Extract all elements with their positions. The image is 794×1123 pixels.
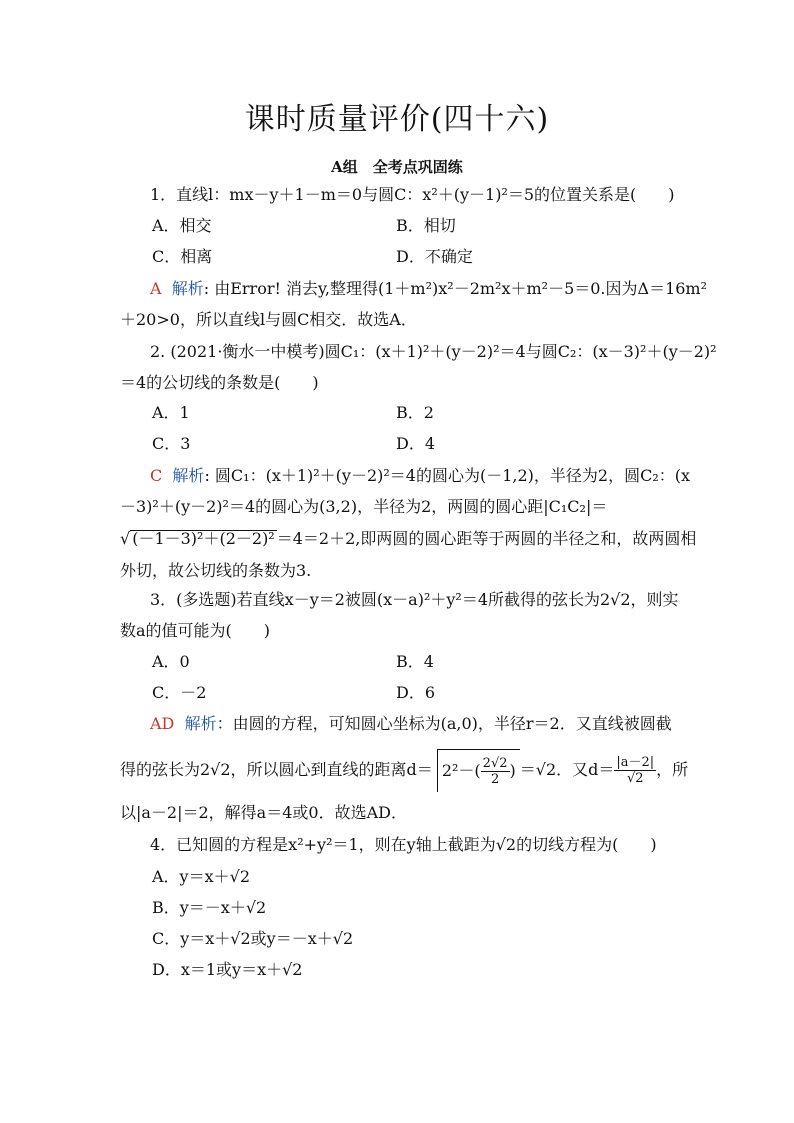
q3-distance-radical: 2²－( $\frac{2√2}{2}$ ) bbox=[437, 749, 520, 792]
q2-answer: C bbox=[150, 466, 163, 485]
q2-analysis-label: 解析 bbox=[172, 466, 205, 485]
question-2-stem-line-2: ＝4的公切线的条数是( ) bbox=[120, 373, 319, 392]
q3-option-c: C．－2 bbox=[152, 683, 207, 702]
q1-solution-text: : 由Error! 消去y,整理得(1＋m²)x²－2m²x＋m²－5＝0.因为Δ＝16m² bbox=[203, 279, 708, 298]
q2-option-d: D．4 bbox=[396, 434, 436, 453]
q3-solution-line bbox=[150, 713, 672, 735]
q1-option-b: B．相切 bbox=[396, 216, 456, 235]
q2-option-c: C．3 bbox=[152, 434, 191, 453]
page-title: 课时质量评价(四十六) bbox=[244, 102, 550, 137]
q3-fraction-denominator: 2 bbox=[490, 772, 500, 787]
q3-solution-line-3: 以|a－2|＝2，解得a＝4或0．故选AD． bbox=[120, 803, 407, 822]
q1-answer: A bbox=[150, 279, 162, 298]
q3-option-d: D．6 bbox=[396, 683, 436, 702]
q3-fraction bbox=[481, 756, 510, 787]
q2-option-b: B．2 bbox=[396, 403, 434, 422]
q3-radical-term: 2²－ bbox=[441, 761, 475, 780]
section-header: A组 全考点巩固练 bbox=[331, 158, 463, 176]
q2-solution-text: : 圆C₁：(x＋1)²＋(y－2)²＝4的圆心为(－1,2)，半径为2，圆C₂：(x bbox=[204, 466, 691, 485]
question-4-stem: 4．已知圆的方程是x²+y²＝1，则在y轴上截距为√2的切线方程为( ) bbox=[150, 835, 657, 854]
q2-option-a: A．1 bbox=[152, 403, 190, 422]
q1-solution-line-2: ＋20>0，所以直线l与圆C相交．故选A． bbox=[120, 310, 417, 329]
q2-solution-text-3: ＝4＝2＋2,即两圆的圆心距等于两圆的半径之和，故两圆相 bbox=[276, 529, 697, 548]
q3-solution-text: ：由圆的方程，可知圆心坐标为(a,0)，半径r＝2．又直线被圆截 bbox=[216, 714, 672, 733]
q4-option-d: D．x＝1或y＝x＋√2 bbox=[152, 960, 303, 979]
q1-solution-line bbox=[150, 278, 707, 300]
q2-radicand: (－1－3)²＋(2－2)² bbox=[132, 529, 275, 548]
q3-fraction-2 bbox=[614, 755, 656, 786]
q3-option-a: A．0 bbox=[152, 652, 190, 671]
q2-solution-line-3 bbox=[120, 528, 696, 550]
q2-solution-line-4: 外切，故公切线的条数为3. bbox=[120, 561, 312, 580]
q3-answer: AD bbox=[150, 714, 175, 733]
sqrt-sign: √ bbox=[120, 529, 131, 548]
q3-fraction-numerator: 2√2 bbox=[482, 756, 508, 771]
question-1-stem: 1．直线l：mx－y＋1－m＝0与圆C：x²＋(y－1)²＝5的位置关系是( ) bbox=[150, 185, 675, 204]
q1-option-d: D．不确定 bbox=[396, 247, 473, 266]
q4-option-c: C．y＝x＋√2或y＝－x＋√2 bbox=[152, 929, 354, 948]
q3-solution-text-2b: ＝√2．又d＝ bbox=[519, 760, 615, 779]
q1-analysis-label: 解析 bbox=[171, 279, 204, 298]
q3-solution-text-2a: 得的弦长为2√2，所以圆心到直线的距离d＝ bbox=[120, 760, 433, 779]
q1-option-c: C．相离 bbox=[152, 247, 213, 266]
q2-solution-line bbox=[150, 465, 690, 487]
q1-option-a: A．相交 bbox=[152, 216, 212, 235]
question-2-stem: 2. (2021·衡水一中模考)圆C₁：(x＋1)²＋(y－2)²＝4与圆C₂：(x－3)²＋(y－2)² bbox=[150, 342, 717, 361]
q4-option-b: B．y＝－x＋√2 bbox=[152, 898, 267, 917]
question-3-stem-line-2: 数a的值可能为( ) bbox=[120, 621, 271, 640]
question-3-stem: 3．(多选题)若直线x－y＝2被圆(x－a)²＋y²＝4所截得的弦长为2√2，则实 bbox=[150, 590, 679, 609]
q3-solution-line-2 bbox=[120, 748, 688, 792]
q3-analysis-label: 解析 bbox=[184, 714, 217, 733]
q3-fraction-2-numerator: |a－2| bbox=[616, 755, 655, 770]
q4-option-a: A．y＝x＋√2 bbox=[152, 867, 250, 886]
q3-option-b: B．4 bbox=[396, 652, 434, 671]
q3-solution-text-2c: ，所 bbox=[656, 760, 689, 779]
q2-solution-line-2: －3)²＋(y－2)²＝4的圆心为(3,2)，半径为2，两圆的圆心距|C₁C₂|＝ bbox=[120, 497, 608, 516]
q3-fraction-2-denominator: √2 bbox=[626, 771, 644, 786]
